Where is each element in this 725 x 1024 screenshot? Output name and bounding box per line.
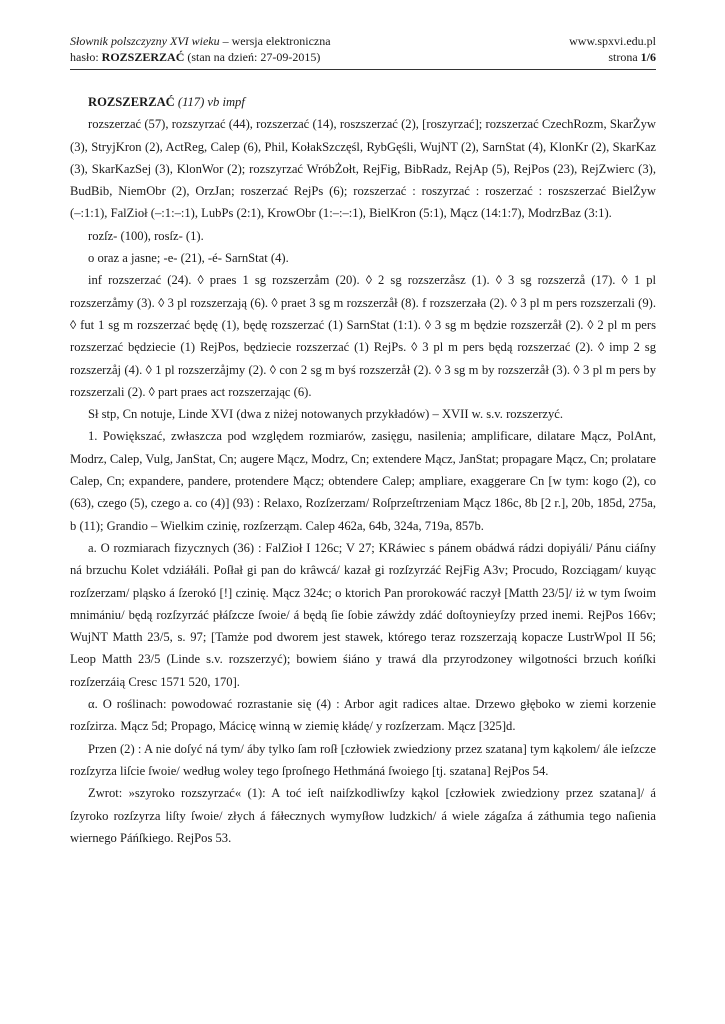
header-divider [70,69,656,70]
inflection-paragraph: inf rozszerzać (24). ◊ praes 1 sg rozszerzåm (20). ◊ 2 sg rozszerzåsz (1). ◊ 3 sg rozszerzå (17). ◊ 1 pl rozszerzåmy (3). ◊ 3 pl rozszerzają (6). ◊ praet 3 sg m rozszerzåł (8). f rozszerzała (2). ◊ 3 pl m pers rozszerzali (9). ◊ fut 1 sg m rozszerzać będę (1), będę rozszerzać (1) SarnStat (1:1). ◊ 3 sg m będzie rozszerzåł (2). ◊ 2 pl m pers rozszerzać będziecie (1) RejPos, będziecie rozszerzać (1) RejPs. ◊ 3 pl m pers będą rozszerzać (2). ◊ imp 2 sg rozszerzåj (4). ◊ 1 pl rozszerzåjmy (2). ◊ con 2 sg m byś rozszerzåł (2). ◊ 3 sg m by rozszerzåł (3). ◊ 3 pl m pers by rozszerzali (2). ◊ part praes act rozszerzając (6). [70,273,656,399]
forms-paragraph: rozszerzać (57), rozszyrzać (44), rozszerzać (14), roszszerzać (2), [roszyrzać]; rozszerzać CzechRozm, SkarŻyw (3), StryjKron (2), ActReg, Calep (6), Phil, KołakSzczęśl, RybGęśli, WujNT (2), SarnStat (4), KlonKr (2), SkarKaz (3), SkarKazSej (3), KlonWor (2); rozszyrzać WróbŻołt, RejFig, BibRadz, RejAp (5), RejPos (23), RejZwierc (3), BudBib, NiemObr (2), OrzJan; roszerzać RejPs (6); rozszerzać : roszyrzać : roszerzać : roszszerzać BielŻyw (–:1:1), FalZioł (–:1:–:1), LubPs (2:1), KrowObr (1:–:–:1), BielKron (5:1), Mącz (14:1:7), ModrzBaz (3:1). [70,117,656,221]
page-header [70,33,656,70]
spelling-paragraph: rozſz- (100), rosſz- (1). [88,228,204,243]
entry-headline: ROZSZERZAĆ (117) vb impf [88,95,245,109]
sense-1-paragraph: 1. Powiększać, zwłaszcza pod względem rozmiarów, zasięgu, nasilenia; amplificare, dilatare Mącz, PolAnt, Modrz, Calep, Vulg, JanStat, Cn; augere Mącz, Modrz, Cn; extendere Mącz, JanStat; propagare Mącz, Cn; prolatare Calep, Cn; expandere, pandere, protendere Mącz; obtendere Calep; ampliare, exaggerare Cn [w tym: kogo (2), co (63), czego (5), czego a. co (4)] (93) : Relaxo, Rozſzerzam/ Roſprzeſtrzeniam Mącz 186c, 8b [2 r.], 20b, 185d, 275a, b (11); Grandio – Wielkim czinię, rozſzerząm. Calep 462a, 64b, 324a, 719a, 857b. [70,429,656,533]
sense-alpha-paragraph: α. O roślinach: powodować rozrastanie się (4) : Arbor agit radices altae. Drzewo głęboko w ziemi korzenie rozſzirza. Mącz 5d; Propago, Mácicę winną w ziemię kłádę/ y rozſzerzam. Mącz [325]d. [70,697,656,734]
vowel-paragraph: o oraz a jasne; -e- (21), -é- SarnStat (4). [88,251,289,266]
entry-body [70,91,656,849]
sources-paragraph: Sł stp, Cn notuje, Linde XVI (dwa z niżej notowanych przykładów) – XVII w. s.v. rozszerzyć. [88,407,564,422]
entry-status: hasło: ROZSZERZAĆ (stan na dzień: 27-09-2015) [70,50,321,64]
sense-1a-paragraph: a. O rozmiarach fizycznych (36) : FalZioł I 126c; V 27; KRáwiec s pánem obádwá rádzi dopiyáli/ Pánu ciáſny ná brzuchu Kolet vdziáłáli. Poſłał gi pan do krâwcá/ kazał gi rozſzyrzáć RejFig A3v; Procudo, Rozciągam/ kuyąc rozſzerzam/ pląsko á ſzerokó [!] czinię. Mącz 324c; o ktorich Pan prorokowáć raczył [Matth 23/5]/ iż w tym ſwoim mnimániu/ będą rozſzyrzáć płáſzcze ſwoie/ á będą ſie ſobie záwżdy zdáć doſtoynieyſzy przed inemi. RejPos 166v; WujNT Matth 23/5, s. 97; [Tamże pod dworem jest stawek, którego teraz rozszerzają kopacze LustrWpol II 56; Leop Matth 23/5 (Linde s.v. rozszerzyć); bowiem śiáno y trawá dla przyrodzoney wilgotności brzuch końſki rozſzerzáią Cresc 1571 520, 170]. [70,540,656,689]
figurative-paragraph: Przen (2) : A nie doſyć ná tym/ áby tylko ſam roſł [człowiek zwiedziony przez szatana] tym kąkolem/ ále ieſzcze rozſzyrza liſcie ſwoie/ według woley tego ſproſnego Hethmáná ſwoiego [tj. szatana] RejPos 54. [70,741,656,778]
phrase-paragraph: Zwrot: »szyroko rozszyrzać« (1): A toć ieſt naiſzkodliwſzy kąkol [człowiek zwiedziony przez szatana]/ á ſzyroko rozſzyrza liſty ſwoie/ złych á fáłecznych wymyſłow ludzkich/ á wiele zágaſza á záthumia tego naſienia wiernego Páńſkiego. RejPos 53. [70,786,656,845]
site-url[interactable]: www.spxvi.edu.pl [569,34,656,48]
page-number: strona 1/6 [608,50,656,64]
dictionary-title: Słownik polszczyzny XVI wieku – wersja elektroniczna [70,34,331,48]
